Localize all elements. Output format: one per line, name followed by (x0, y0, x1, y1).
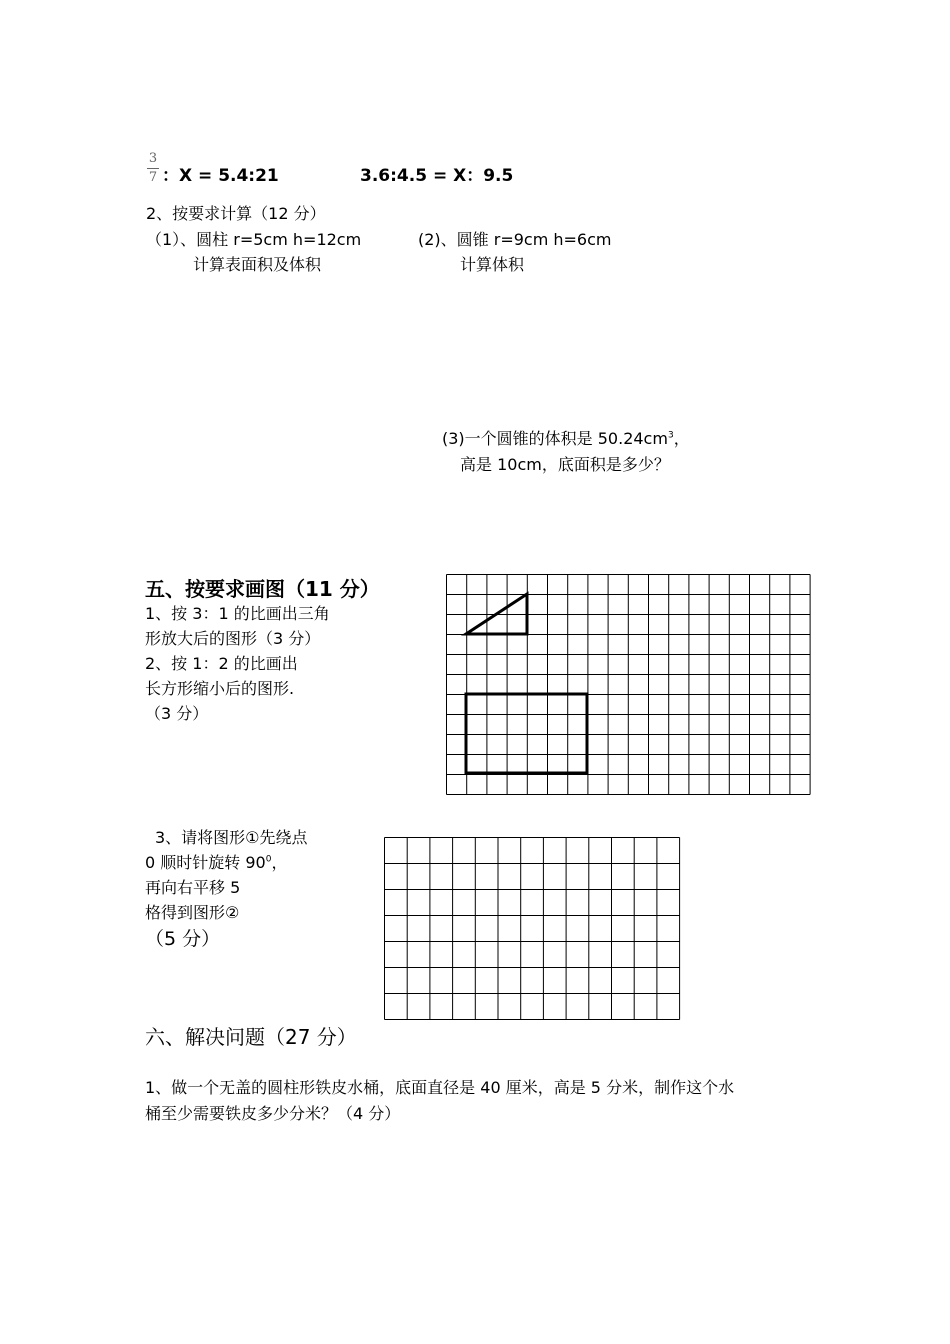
draw-q3-line4: 格得到图形② (145, 903, 240, 922)
draw-q2-line1: 2、按 1：2 的比画出 (145, 654, 298, 673)
draw-q1-line1: 1、按 3：1 的比画出三角 (145, 604, 330, 623)
calc-item3-line2: 高是 10cm，底面积是多少？ (460, 455, 670, 474)
calc-item2-line2: 计算体积 (460, 255, 525, 274)
calc-section-title: 2、按要求计算（12 分） (146, 204, 326, 223)
equation-1: ：X = 5.4:21 (162, 166, 279, 186)
solve-q1-line1: 1、做一个无盖的圆柱形铁皮水桶，底面直径是 40 厘米，高是 5 分米，制作这个水 (145, 1078, 735, 1097)
fraction-bar (147, 168, 159, 169)
draw-q2-line2: 长方形缩小后的图形. (145, 679, 295, 698)
fraction-three-sevenths (147, 152, 159, 185)
draw-q3-line3: 再向右平移 5 (145, 878, 241, 897)
draw-section-title: 五、按要求画图（11 分） (145, 577, 380, 601)
degree-superscript: 0 (265, 854, 272, 865)
draw-q3-line1: 3、请将图形①先绕点 (155, 828, 308, 847)
fraction-numerator: 3 (148, 151, 158, 166)
drawing-grid-2 (384, 837, 682, 1023)
cube-superscript: 3 (667, 430, 674, 441)
draw-q3-line5: （5 分） (145, 928, 221, 950)
calc-item2-line1: (2)、圆锥 r=9cm h=6cm (418, 230, 612, 249)
fraction-denominator: 7 (148, 170, 158, 185)
draw-q1-line2: 形放大后的图形（3 分） (145, 629, 321, 648)
calc-item1-line2: 计算表面积及体积 (193, 255, 322, 274)
solve-q1-line2: 桶至少需要铁皮多少分米？（4 分） (145, 1104, 401, 1123)
calc-item3-line1: (3)一个圆锥的体积是 $50.24cm^3$， (442, 429, 690, 448)
drawing-grid-1 (446, 574, 818, 796)
rectangle-shape (466, 694, 587, 773)
equation-2: 3.6:4.5 = X：9.5 (360, 166, 514, 186)
draw-q3-line2: 0 顺时针旋转 $90^0$， (145, 853, 288, 872)
solve-section-title: 六、解决问题（27 分） (145, 1025, 357, 1049)
calc-item1-line1: （1）、圆柱 r=5cm h=12cm (146, 230, 362, 249)
draw-q2-line3: （3 分） (145, 704, 209, 723)
